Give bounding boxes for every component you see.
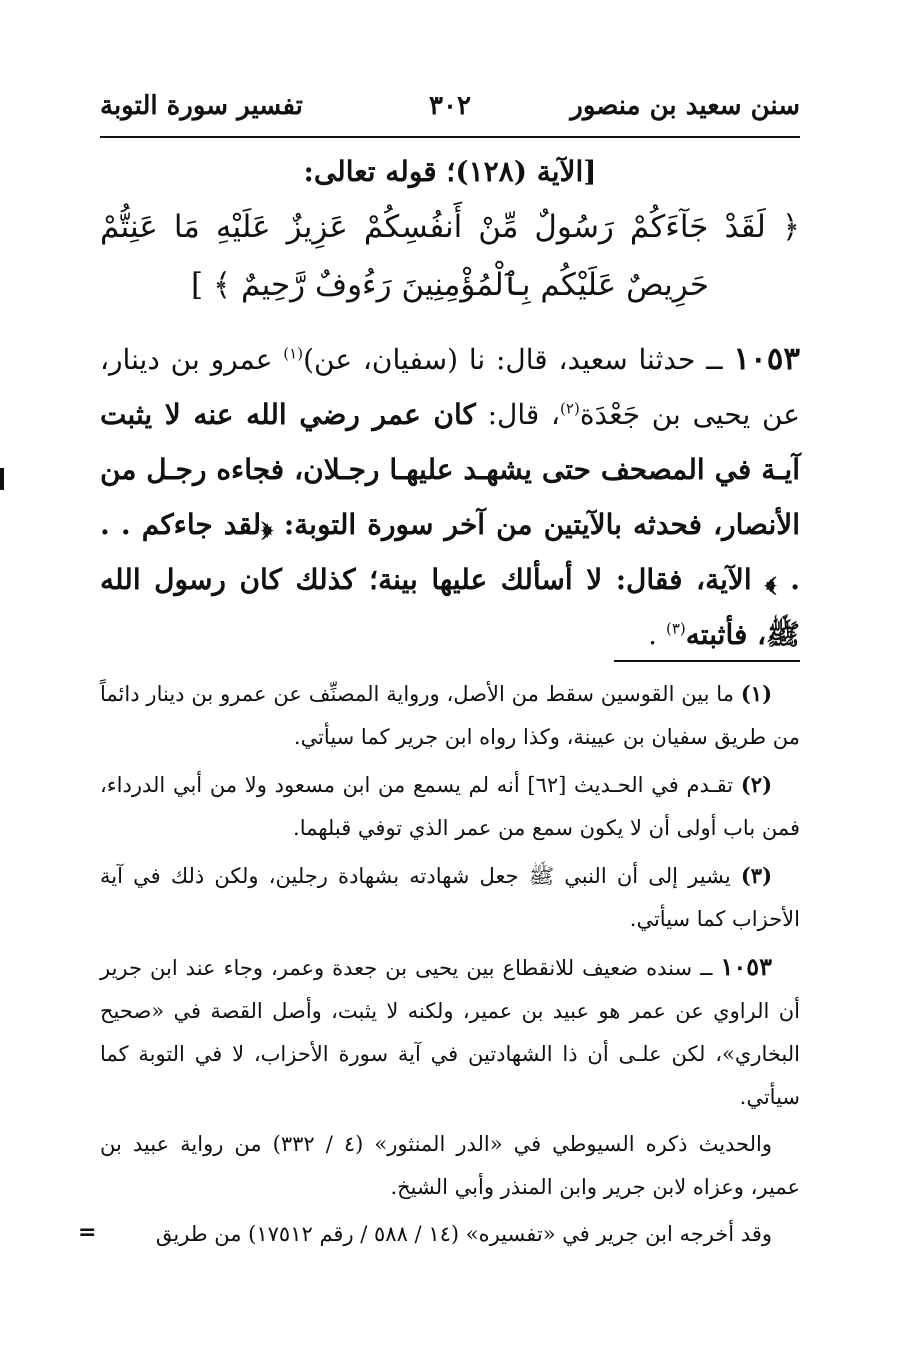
commentary-text-1: سنده ضعيف للانقطاع بين يحيى بن جعدة وعمر، وجاء عند ابن جرير أن الراوي عن عمر هو عبيد بن عمير، ولكنه لا يثبت، وأصل القصة في «صحيح البخاري»، لكن علـى أن ذا الشهادتين في آية سورة الأحزاب، لا في التوبة كما سيأتي. (100, 956, 800, 1109)
commentary-paragraph-2 (100, 1123, 800, 1209)
page-number: ٣٠٢ (429, 91, 471, 121)
footnote-3-text: يشير إلى أن النبي ﷺ جعل شهادته بشهادة رجلين، ولكن ذلك في آية الأحزاب كما سيأتي. (100, 864, 800, 931)
footnotes (100, 672, 800, 1260)
book-title: سنن سعيد بن منصور (570, 91, 800, 121)
header-rule (100, 136, 800, 138)
commentary-dash: ــ (700, 956, 713, 980)
footnote-3 (100, 854, 800, 941)
running-header (100, 85, 800, 135)
section-title: تفسير سورة التوبة (100, 91, 303, 121)
page-edge-mark (0, 468, 4, 490)
continuation-mark: = (78, 1220, 97, 1245)
hadith-matn: كان عمر رضي الله عنه لا يثبت آيـة في المصحف حتى يشهـد عليهـا رجـلان، فجاءه رجـل من الأنصار، فحدثه بالآيتين من آخر سورة التوبة: ﴿لقد جاءكم . . . ﴾ الآية، فقال: لا أسألك عليها بينة؛ كذلك كان رسول الله ﷺ، فأثبته (100, 398, 800, 651)
commentary-text-2: والحديث ذكره السيوطي في «الدر المنثور» (٤ / ٣٣٢) من رواية عبيد بن عمير، وعزاه لابن جرير وابن المنذر وأبي الشيخ. (100, 1132, 800, 1199)
footnote-separator (614, 660, 800, 662)
hadith-number: ١٠٥٣ (733, 341, 800, 377)
footnote-ref-2: (٢) (560, 399, 580, 418)
footnote-1-text: ما بين القوسين سقط من الأصل، ورواية المصنِّف عن عمرو بن دينار دائماً من طريق سفيان بن عيينة، وكذا رواه ابن جرير كما سيأتي. (100, 682, 800, 749)
commentary-paragraph-1 (100, 945, 800, 1119)
quran-verse-line-1: ﴿ لَقَدْ جَآءَكُمْ رَسُولٌ مِّنْ أَنفُسِكُمْ عَزِيزٌ عَلَيْهِ مَا عَنِتُّمْ (100, 209, 800, 245)
footnote-2-number: (٢) (740, 772, 772, 797)
hadith-end: . (648, 618, 658, 651)
hadith-dash: ــ (706, 343, 723, 376)
footnote-1-number: (١) (740, 681, 772, 706)
ayah-heading: [الآية (١٢٨)؛ قوله تعالى: (303, 155, 597, 188)
footnote-2 (100, 763, 800, 850)
footnote-2-text: تقـدم في الحـديث [٦٢] أنه لم يسمع من ابن مسعود ولا من أبي الدرداء، فمن باب أولى أن لا يكون سمع من عمر الذي توفي قبلهما. (100, 773, 800, 840)
hadith-chain-3: ، قال: (487, 398, 561, 431)
footnote-ref-1: (١) (283, 344, 304, 363)
commentary-number: ١٠٥٣ (720, 952, 772, 981)
footnote-1 (100, 672, 800, 759)
footnote-3-number: (٣) (740, 863, 772, 888)
footnote-ref-3: (٣) (665, 619, 686, 638)
commentary-text-3: وقد أخرجه ابن جرير في «تفسيره» (١٤ / ٥٨٨ / رقم ١٧٥١٢) من طريق (155, 1222, 772, 1246)
quran-verse-line-2: حَرِيصٌ عَلَيْكُم بِٱلْمُؤْمِنِينَ رَءُوفٌ رَّحِيمٌ ﴾ ] (191, 267, 709, 303)
hadith-text (100, 332, 800, 662)
hadith-chain-1: حدثنا سعيد، قال: نا (سفيان، عن) (303, 343, 696, 376)
quran-verse (100, 198, 800, 314)
hadith-chain-2: عمرو بن دينار، عن يحيى بن جَعْدَة (100, 343, 801, 431)
commentary-paragraph-3 (100, 1213, 800, 1256)
